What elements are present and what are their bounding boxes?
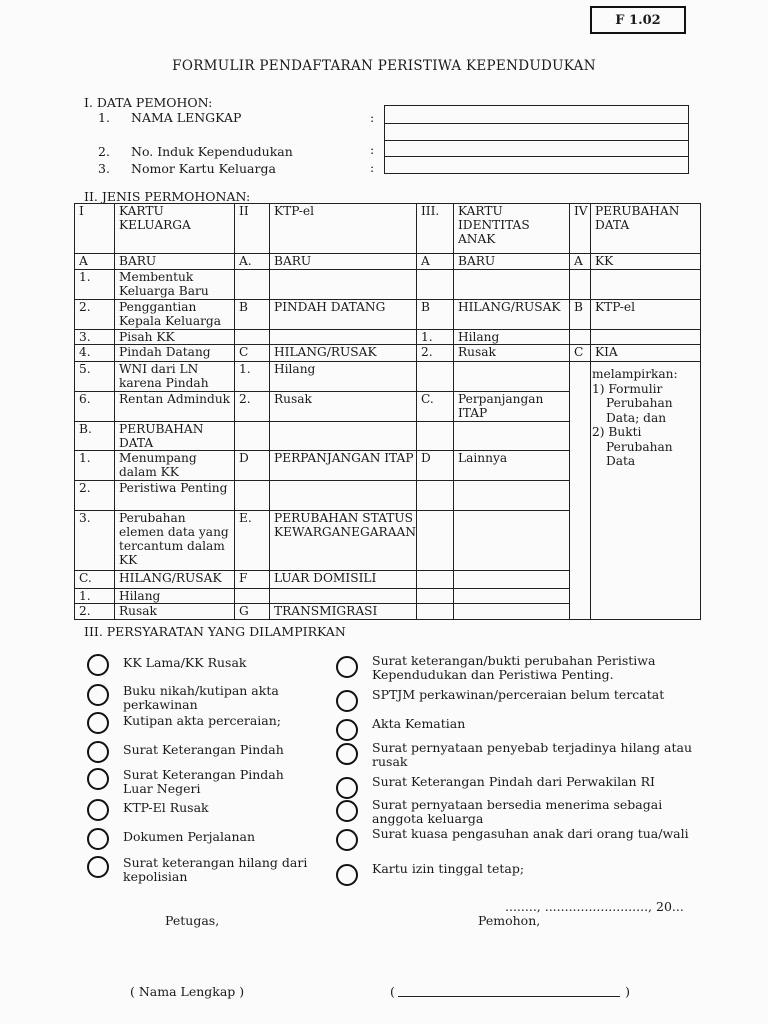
table-cell (115, 392, 235, 422)
table-cell (115, 481, 235, 511)
checkbox-circle[interactable] (87, 856, 109, 878)
table-cell (115, 345, 235, 362)
table-cell (569, 571, 590, 589)
table-cell (270, 511, 417, 571)
table-cell-text: 2. (239, 392, 251, 406)
checkbox-circle[interactable] (336, 656, 358, 678)
table-cell-text: III. (420, 204, 440, 218)
table-cell (416, 422, 453, 451)
requirement-item-left[interactable] (87, 830, 317, 850)
table-cell-text: HILANG/RUSAK (274, 345, 377, 359)
requirement-item-left[interactable] (87, 768, 317, 796)
table-cell (235, 481, 270, 511)
table-row-c2 (75, 604, 701, 620)
table-cell-text: Rusak (274, 392, 312, 406)
table-cell (75, 422, 115, 451)
table-cell-text: F (239, 571, 248, 585)
section1-heading: I. DATA PEMOHON: (84, 95, 213, 110)
field-colon: : (370, 160, 375, 175)
table-cell (590, 345, 700, 362)
table-cell (453, 481, 569, 511)
table-cell (235, 392, 270, 422)
table-cell-text: Peristiwa Penting (119, 481, 228, 495)
table-cell (235, 589, 270, 604)
table-row-c-hilang (75, 571, 701, 589)
table-cell (115, 571, 235, 589)
officer-name: ( Nama Lengkap ) (130, 984, 245, 999)
table-cell (569, 254, 590, 270)
table-cell (75, 511, 115, 571)
table-cell (569, 204, 590, 254)
checkbox-circle[interactable] (87, 741, 109, 763)
table-cell (453, 589, 569, 604)
table-cell (569, 300, 590, 330)
table-cell (75, 362, 115, 392)
requirement-item-left[interactable] (87, 856, 317, 884)
applicant-name-underline (398, 996, 620, 997)
requirement-label: Akta Kematian (372, 716, 466, 731)
table-cell (453, 300, 569, 330)
applicant-name-field[interactable] (390, 984, 630, 1000)
table-cell-text: 1. (79, 589, 91, 603)
requirement-label: Surat keterangan/bukti perubahan Peristiwa Kependudukan dan Peristiwa Penting. (372, 653, 656, 682)
requirement-item-left[interactable] (87, 743, 317, 763)
table-cell-text: BARU (119, 254, 157, 268)
table-cell-text: A (79, 254, 88, 268)
table-cell-text: Hilang (274, 362, 316, 376)
table-cell (453, 392, 569, 422)
table-cell-text: 1. (239, 362, 251, 376)
table-cell (75, 330, 115, 345)
table-cell (235, 330, 270, 345)
table-cell (235, 270, 270, 300)
table-cell (453, 254, 569, 270)
table-cell (416, 481, 453, 511)
table-cell-text: 1. (420, 330, 433, 344)
attachment-item-1: 1) Formulir Perubahan Data; dan (592, 381, 673, 425)
table-cell-text: 1. (79, 451, 91, 465)
table-cell-text: Rusak (457, 345, 496, 359)
table-cell (75, 604, 115, 620)
table-cell (569, 604, 590, 620)
table-cell-text: II (239, 204, 249, 218)
requirement-label: KK Lama/KK Rusak (123, 655, 247, 670)
table-cell (115, 330, 235, 345)
table-cell (270, 589, 417, 604)
table-cell (115, 511, 235, 571)
requirement-item-right[interactable] (336, 741, 706, 769)
table-cell-text: C (239, 345, 249, 359)
table-row-b2 (75, 481, 701, 511)
table-cell (590, 511, 700, 571)
requirement-label: Buku nikah/kutipan akta perkawinan (123, 683, 279, 712)
table-cell-text: 3. (79, 511, 91, 525)
checkbox-circle[interactable] (87, 799, 109, 821)
date-line: ........, .........................., 20... (505, 899, 684, 914)
table-cell-text: IV (573, 204, 588, 218)
table-cell (569, 451, 590, 481)
field-label-name: NAMA LENGKAP (131, 110, 242, 125)
table-cell (235, 204, 270, 254)
table-cell (270, 204, 417, 254)
table-cell (569, 270, 590, 300)
table-cell-text: KARTU KELUARGA (119, 204, 191, 232)
table-cell (569, 589, 590, 604)
table-cell (453, 345, 569, 362)
table-cell (569, 330, 590, 345)
requirement-label: KTP-El Rusak (123, 800, 209, 815)
table-cell (453, 604, 569, 620)
table-cell-text: Perpanjangan ITAP (457, 392, 544, 420)
table-cell-text: D (420, 451, 431, 465)
field-num-1: 1. (98, 110, 110, 125)
table-cell (235, 511, 270, 571)
table-cell (416, 511, 453, 571)
table-cell-text: 1. (79, 270, 91, 284)
table-cell-text: TRANSMIGRASI (274, 604, 378, 618)
requirement-item-right[interactable] (336, 654, 706, 682)
checkbox-circle[interactable] (336, 719, 358, 741)
table-cell-text: PERUBAHAN DATA (594, 204, 680, 232)
applicant-name-close: ) (625, 984, 630, 999)
table-cell (453, 451, 569, 481)
form-code: F 1.02 (615, 12, 661, 28)
applicant-label: Pemohon, (478, 913, 541, 928)
table-cell-text: 5. (79, 362, 91, 376)
table-cell-text: C (573, 345, 584, 359)
table-cell-text: A. (239, 254, 252, 268)
table-cell-text: Rentan Adminduk (119, 392, 231, 406)
table-cell-text: B (420, 300, 430, 314)
table-cell (75, 571, 115, 589)
requirement-label: Surat keterangan hilang dari kepolisian (123, 855, 308, 884)
requirement-item-right[interactable] (336, 862, 706, 886)
table-cell (453, 204, 569, 254)
table-cell (590, 589, 700, 604)
checkbox-circle[interactable] (336, 777, 358, 799)
table-cell (270, 571, 417, 589)
table-cell (115, 300, 235, 330)
table-cell (590, 270, 700, 300)
table-cell (453, 362, 569, 392)
checkbox-circle[interactable] (87, 684, 109, 706)
table-cell-text: Pindah Datang (119, 345, 211, 359)
table-cell (75, 345, 115, 362)
form-title: FORMULIR PENDAFTARAN PERISTIWA KEPENDUDUKAN (172, 58, 596, 74)
attachment-intro: melampirkan: (592, 367, 678, 381)
table-row-c1 (75, 589, 701, 604)
nik-input[interactable] (384, 140, 689, 157)
table-cell-text: KARTU IDENTITAS ANAK (457, 204, 530, 246)
table-cell (115, 451, 235, 481)
table-cell-text: KTP-el (594, 300, 635, 314)
table-cell (453, 511, 569, 571)
table-cell-text: Penggantian Kepala Keluarga (119, 300, 221, 328)
checkbox-circle[interactable] (336, 864, 358, 886)
checkbox-circle[interactable] (336, 690, 358, 712)
table-cell-text: A (420, 254, 430, 268)
requirement-item-right[interactable] (336, 688, 706, 712)
table-cell (115, 422, 235, 451)
table-cell-text: Pisah KK (119, 330, 175, 344)
table-row-a3 (75, 330, 701, 345)
table-cell (235, 604, 270, 620)
table-row-a1 (75, 270, 701, 300)
table-cell (590, 254, 700, 270)
checkbox-circle[interactable] (87, 654, 109, 676)
table-cell (75, 204, 115, 254)
table-cell (416, 330, 453, 345)
table-row-b3 (75, 511, 701, 571)
table-cell-text: A (573, 254, 583, 268)
table-cell-text: PERPANJANGAN ITAP (274, 451, 414, 465)
table-cell-text: E. (239, 511, 252, 525)
table-cell (235, 362, 270, 392)
field-colon: : (370, 110, 375, 125)
section2-heading: II. JENIS PERMOHONAN: (84, 189, 251, 204)
kk-input[interactable] (384, 156, 689, 174)
table-cell (416, 451, 453, 481)
table-cell (75, 451, 115, 481)
field-num-3: 3. (98, 161, 110, 176)
table-cell (270, 604, 417, 620)
requirement-label: Kutipan akta perceraian; (123, 713, 282, 728)
table-cell (569, 362, 590, 392)
requirement-label: Surat Keterangan Pindah (123, 742, 284, 757)
table-cell (235, 451, 270, 481)
table-cell (569, 481, 590, 511)
table-cell (270, 481, 417, 511)
table-cell-text: 4. (79, 345, 91, 359)
table-cell-text: 2. (420, 345, 433, 359)
requirement-label: SPTJM perkawinan/perceraian belum tercatat (372, 687, 665, 702)
table-cell-text: I (79, 204, 84, 218)
table-cell-text: B (573, 300, 583, 314)
table-cell (270, 345, 417, 362)
field-num-2: 2. (98, 144, 110, 159)
requirement-item-left[interactable] (87, 656, 317, 676)
table-cell-text: 3. (79, 330, 91, 344)
table-cell (416, 589, 453, 604)
table-cell (416, 204, 453, 254)
checkbox-circle[interactable] (87, 828, 109, 850)
table-cell (75, 392, 115, 422)
table-cell (569, 511, 590, 571)
table-cell (75, 254, 115, 270)
table-cell (416, 604, 453, 620)
table-row-a2 (75, 300, 701, 330)
name-input[interactable] (384, 105, 689, 141)
table-cell (416, 345, 453, 362)
requirement-label: Dokumen Perjalanan (123, 829, 256, 844)
table-row-header (75, 204, 701, 254)
requirement-label: Surat pernyataan bersedia menerima sebagai anggota keluarga (372, 797, 663, 826)
table-cell (416, 270, 453, 300)
table-cell (453, 330, 569, 345)
requirement-item-right[interactable] (336, 775, 706, 799)
table-cell (416, 571, 453, 589)
section3-heading: III. PERSYARATAN YANG DILAMPIRKAN (84, 624, 346, 639)
table-cell-text: 6. (79, 392, 91, 406)
table-cell (270, 300, 417, 330)
requirement-item-right[interactable] (336, 827, 706, 851)
field-label-kk: Nomor Kartu Keluarga (131, 161, 276, 176)
table-cell (590, 604, 700, 620)
table-cell (590, 300, 700, 330)
table-cell-text: 2. (79, 300, 91, 314)
table-cell-text: Perubahan elemen data yang tercantum dalam KK (119, 511, 229, 567)
checkbox-circle[interactable] (87, 712, 109, 734)
table-cell (115, 254, 235, 270)
table-cell-text: KTP-el (274, 204, 314, 218)
table-cell (115, 604, 235, 620)
table-cell-text: KK (594, 254, 614, 268)
table-cell (590, 571, 700, 589)
table-cell-text: Hilang (457, 330, 500, 344)
requirement-label: Kartu izin tinggal tetap; (372, 861, 525, 876)
table-cell-text: B (239, 300, 248, 314)
table-cell (569, 422, 590, 451)
table-cell-text: 2. (79, 604, 91, 618)
field-label-nik: No. Induk Kependudukan (131, 144, 293, 159)
table-cell (75, 300, 115, 330)
table-cell (235, 254, 270, 270)
requirement-label: Surat Keterangan Pindah Luar Negeri (123, 767, 284, 796)
table-cell (270, 451, 417, 481)
table-cell (115, 362, 235, 392)
table-cell-text: 2. (79, 481, 91, 495)
table-cell (115, 204, 235, 254)
table-cell (270, 254, 417, 270)
table-cell (115, 270, 235, 300)
table-cell (416, 254, 453, 270)
table-cell (453, 571, 569, 589)
table-cell (115, 589, 235, 604)
table-cell-text: Membentuk Keluarga Baru (119, 270, 209, 298)
table-cell-text: BARU (457, 254, 496, 268)
form-code-box (590, 6, 686, 34)
table-cell-text: Menumpang dalam KK (119, 451, 197, 479)
table-cell (569, 392, 590, 422)
requirement-label: Surat Keterangan Pindah dari Perwakilan RI (372, 774, 655, 789)
table-cell-text: B. (79, 422, 92, 436)
checkbox-circle[interactable] (336, 743, 358, 765)
table-cell-text: Lainnya (457, 451, 508, 465)
table-cell-text: D (239, 451, 249, 465)
table-cell-text: C. (420, 392, 434, 406)
attachment-item-2: 2) Bukti Perubahan Data (592, 425, 673, 468)
table-cell (270, 422, 417, 451)
requirement-item-right[interactable] (336, 798, 706, 826)
requirement-item-left[interactable] (87, 714, 317, 734)
table-cell (235, 422, 270, 451)
checkbox-circle[interactable] (87, 768, 109, 790)
table-cell-text: PERUBAHAN DATA (119, 422, 204, 450)
table-cell-text: Rusak (119, 604, 157, 618)
requirement-item-left[interactable] (87, 801, 317, 821)
table-cell-text: WNI dari LN karena Pindah (119, 362, 209, 390)
table-cell (270, 270, 417, 300)
table-cell (416, 362, 453, 392)
table-cell-text: PINDAH DATANG (274, 300, 386, 314)
table-cell (75, 589, 115, 604)
table-row-a4 (75, 345, 701, 362)
table-cell (235, 345, 270, 362)
table-cell (590, 204, 700, 254)
officer-label: Petugas, (165, 913, 220, 928)
field-colon: : (370, 142, 375, 157)
table-cell (590, 481, 700, 511)
name-input-divider (385, 123, 688, 124)
table-cell (569, 345, 590, 362)
requirement-item-right[interactable] (336, 717, 706, 741)
table-cell (416, 300, 453, 330)
attachment-note (592, 367, 696, 469)
table-cell (453, 422, 569, 451)
table-cell (590, 330, 700, 345)
table-cell (270, 362, 417, 392)
table-row-a-baru (75, 254, 701, 270)
table-cell (235, 300, 270, 330)
table-cell-text: HILANG/RUSAK (119, 571, 222, 585)
table-cell (453, 270, 569, 300)
applicant-name-open: ( (390, 984, 395, 999)
requirement-item-left[interactable] (87, 684, 317, 712)
table-cell-text: C. (79, 571, 92, 585)
table-cell (270, 330, 417, 345)
table-cell-text: LUAR DOMISILI (274, 571, 377, 585)
table-cell (75, 481, 115, 511)
table-cell-text: PERUBAHAN STATUS KEWARGANEGARAAN (274, 511, 416, 539)
table-cell (416, 392, 453, 422)
checkbox-circle[interactable] (336, 800, 358, 822)
table-cell-text: BARU (274, 254, 312, 268)
checkbox-circle[interactable] (336, 829, 358, 851)
requirement-label: Surat kuasa pengasuhan anak dari orang tua/wali (372, 826, 689, 841)
table-cell-text: Hilang (119, 589, 161, 603)
requirement-label: Surat pernyataan penyebab terjadinya hilang atau rusak (372, 740, 693, 769)
table-cell-text: G (239, 604, 249, 618)
table-cell (270, 392, 417, 422)
table-cell (75, 270, 115, 300)
table-cell (235, 571, 270, 589)
table-cell-text: HILANG/RUSAK (457, 300, 561, 314)
table-cell-text: KIA (594, 345, 618, 359)
